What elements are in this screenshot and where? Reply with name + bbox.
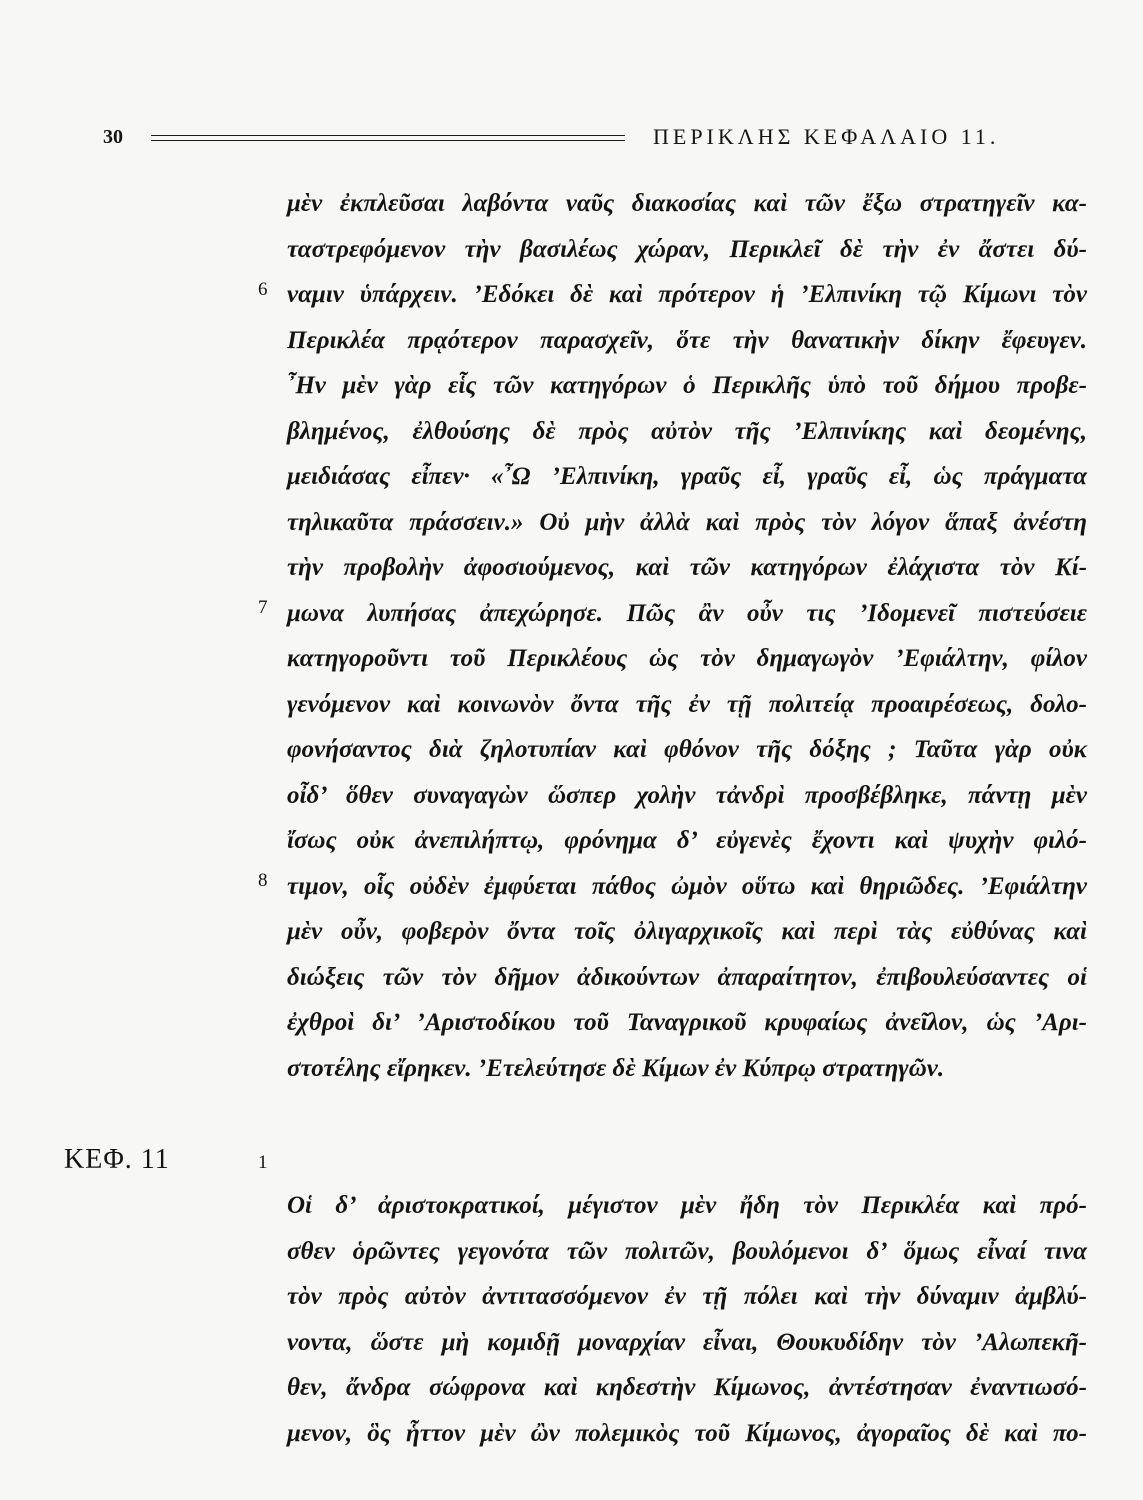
chapter-marker: ΚΕΦ. 11 [64, 1144, 170, 1175]
text-line: Οἱ δ’ ἀριστοκρατικοί, μέγιστον μὲν ἤδη τὸν Περικλέα καὶ πρό- [287, 1192, 1087, 1219]
running-title: ΠΕΡΙΚΛΗΣ ΚΕΦΑΛΑΙΟ 11. [653, 124, 1000, 149]
text-line: θεν, ἄνδρα σώφρονα καὶ κηδεστὴν Κίμωνος, ἀντέστησαν ἐναντιωσό- [287, 1374, 1087, 1401]
body-text [287, 181, 1087, 1456]
verse-number: 7 [258, 597, 268, 618]
text-line: στοτέλης εἴρηκεν. ’Ετελεύτησε δὲ Κίμων ἐν Κύπρῳ στρατηγῶν. [287, 1054, 945, 1082]
text-line: βλημένος, ἐλθούσης δὲ πρὸς αὐτὸν τῆς ’Ελπινίκης καὶ δεομένης, [287, 417, 1087, 445]
text-line: τιμον, οἷς οὐδὲν ἐμφύεται πάθος ὠμὸν οὕτω καὶ θηριῶδες. ’Εφιάλτην [287, 872, 1087, 900]
text-line: κατηγοροῦντι τοῦ Περικλέους ὡς τὸν δημαγωγὸν ’Εφιάλτην, φίλον [287, 645, 1087, 672]
paragraph [287, 181, 1087, 1091]
text-line: τὴν προβολὴν ἀφοσιούμενος, καὶ τῶν κατηγόρων ἐλάχιστα τὸν Κί- [287, 554, 1087, 581]
header-rule [151, 140, 625, 141]
text-line: τηλικαῦτα πράσσειν.» Οὐ μὴν ἀλλὰ καὶ πρὸς τὸν λόγον ἅπαξ ἀνέστη [287, 508, 1087, 536]
text-line: σθεν ὁρῶντες γεγονότα τῶν πολιτῶν, βουλόμενοι δ’ ὅμως εἶναί τινα [287, 1237, 1087, 1265]
text-line: τὸν πρὸς αὐτὸν ἀντιτασσόμενον ἐν τῇ πόλει καὶ τὴν δύναμιν ἀμβλύ- [287, 1283, 1087, 1310]
text-line: μενον, ὃς ἧττον μὲν ὢν πολεμικὸς τοῦ Κίμωνος, ἀγοραῖος δὲ καὶ πο- [287, 1419, 1087, 1447]
text-line: φονήσαντος διὰ ζηλοτυπίαν καὶ φθόνον τῆς δόξης ; Ταῦτα γὰρ οὐκ [287, 736, 1087, 763]
paragraph [287, 1183, 1087, 1456]
text-line: μὲν ἐκπλεῦσαι λαβόντα ναῦς διακοσίας καὶ τῶν ἔξω στρατηγεῖν κα- [287, 190, 1087, 217]
text-line: μωνα λυπήσας ἀπεχώρησε. Πῶς ἂν οὖν τις ’Ιδομενεῖ πιστεύσειε [287, 599, 1087, 627]
text-line: μειδιάσας εἶπεν· «῏Ω ’Ελπινίκη, γραῦς εἶ, γραῦς εἶ, ὡς πράγματα [287, 463, 1087, 490]
text-line: Περικλέα πρᾳότερον παρασχεῖν, ὅτε τὴν θανατικὴν δίκην ἔφευγεν. [287, 326, 1087, 354]
text-line: μὲν οὖν, φοβερὸν ὄντα τοῖς ὀλιγαρχικοῖς καὶ περὶ τὰς εὐθύνας καὶ [287, 918, 1087, 945]
text-line: γενόμενον καὶ κοινωνὸν ὄντα τῆς ἐν τῇ πολιτείᾳ προαιρέσεως, δολο- [287, 690, 1087, 718]
page-number: 30 [103, 126, 123, 148]
verse-number: 6 [258, 279, 268, 300]
verse-number: 1 [258, 1152, 268, 1173]
text-line: οἶδ’ ὅθεν συναγαγὼν ὥσπερ χολὴν τἀνδρὶ προσβέβληκε, πάντῃ μὲν [287, 781, 1087, 809]
running-head [103, 120, 1123, 160]
text-line: ταστρεφόμενον τὴν βασιλέως χώραν, Περικλεῖ δὲ τὴν ἐν ἄστει δύ- [287, 235, 1087, 263]
chapter-gap [287, 1091, 1087, 1183]
text-line: ἴσως οὐκ ἀνεπιλήπτῳ, φρόνημα δ’ εὐγενὲς ἔχοντι καὶ ψυχὴν φιλό- [287, 827, 1087, 854]
text-line: ἐχθροὶ δι’ ’Αριστοδίκου τοῦ Ταναγρικοῦ κρυφαίως ἀνεῖλον, ὡς ’Αρι- [287, 1009, 1087, 1036]
text-line: διώξεις τῶν τὸν δῆμον ἀδικούντων ἀπαραίτητον, ἐπιβουλεύσαντες οἱ [287, 963, 1087, 991]
text-line: ῏Ην μὲν γὰρ εἷς τῶν κατηγόρων ὁ Περικλῆς ὑπὸ τοῦ δήμου προβε- [287, 372, 1087, 399]
text-line: ναμιν ὑπάρχειν. ’Εδόκει δὲ καὶ πρότερον ἡ ’Ελπινίκη τῷ Κίμωνι τὸν [287, 281, 1087, 308]
text-line: νοντα, ὥστε μὴ κομιδῇ μοναρχίαν εἶναι, Θουκυδίδην τὸν ’Αλωπεκῆ- [287, 1328, 1087, 1356]
header-rule [151, 135, 625, 136]
verse-number: 8 [258, 870, 268, 891]
